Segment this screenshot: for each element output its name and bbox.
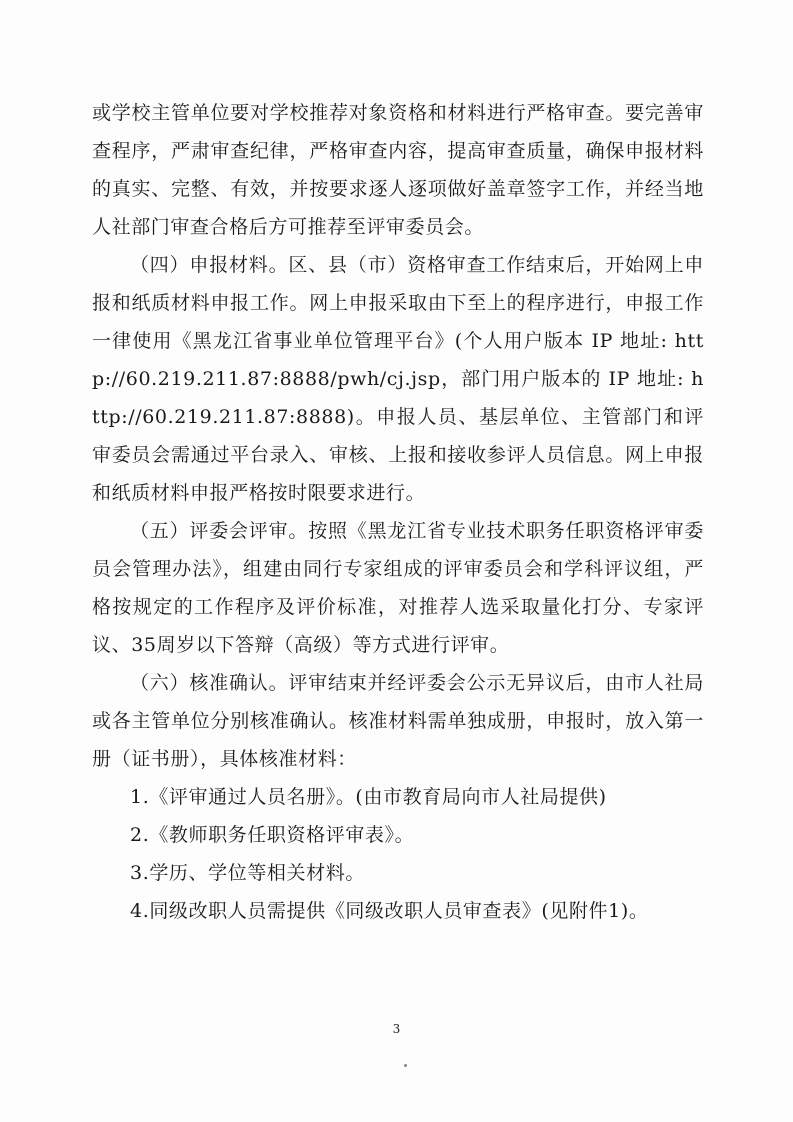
list-item-evaluation-form: 2.《教师职务任职资格评审表》。 — [130, 824, 415, 846]
list-item-degree-materials: 3.学历、学位等相关材料。 — [130, 862, 365, 884]
paragraph-committee-review: （五）评委会评审。按照《黑龙江省专业技术职务任职资格评审委员会管理办法》，组建由同行专家组成的评审委员会和学科评议组，严格按规定的工作程序及评价标准，对推荐人选采取量化打分、专家评议、35周岁以下答辩（高级）等方式进行评审。 — [92, 520, 704, 656]
paragraph-review-requirements: 或学校主管单位要对学校推荐对象资格和材料进行严格审查。要完善审查程序，严肃审查纪律，严格审查内容，提高审查质量，确保申报材料的真实、完整、有效，并按要求逐人逐项做好盖章签字工作，并经当地人社部门审查合格后方可推荐至评审委员会。 — [92, 102, 704, 238]
paragraph-application-materials: （四）申报材料。区、县（市）资格审查工作结束后，开始网上申报和纸质材料申报工作。网上申报采取由下至上的程序进行，申报工作一律使用《黑龙江省事业单位管理平台》(个人用户版本 IP 地址: http://60.219.211.87:8888/pwh/cj.jsp，部门用户版本的 IP 地址: http://60.219.211.87:8888)。申报人员、基层单位、主管部门和评审委员会需通过平台录入、审核、上报和接收参评人员信息。网上申报和纸质材料申报严格按时限要求进行。 — [92, 254, 704, 504]
document-body — [92, 94, 704, 930]
paragraph-approval-confirmation: （六）核准确认。评审结束并经评委会公示无异议后，由市人社局或各主管单位分别核准确认。核准材料需单独成册，申报时，放入第一册（证书册），具体核准材料： — [92, 672, 704, 770]
scan-speck — [404, 1064, 407, 1067]
list-item-transfer-review-form: 4.同级改职人员需提供《同级改职人员审查表》(见附件1)。 — [130, 900, 649, 922]
list-item-approved-roster: 1.《评审通过人员名册》。(由市教育局向市人社局提供) — [130, 786, 607, 808]
page-number: 3 — [392, 1022, 401, 1036]
